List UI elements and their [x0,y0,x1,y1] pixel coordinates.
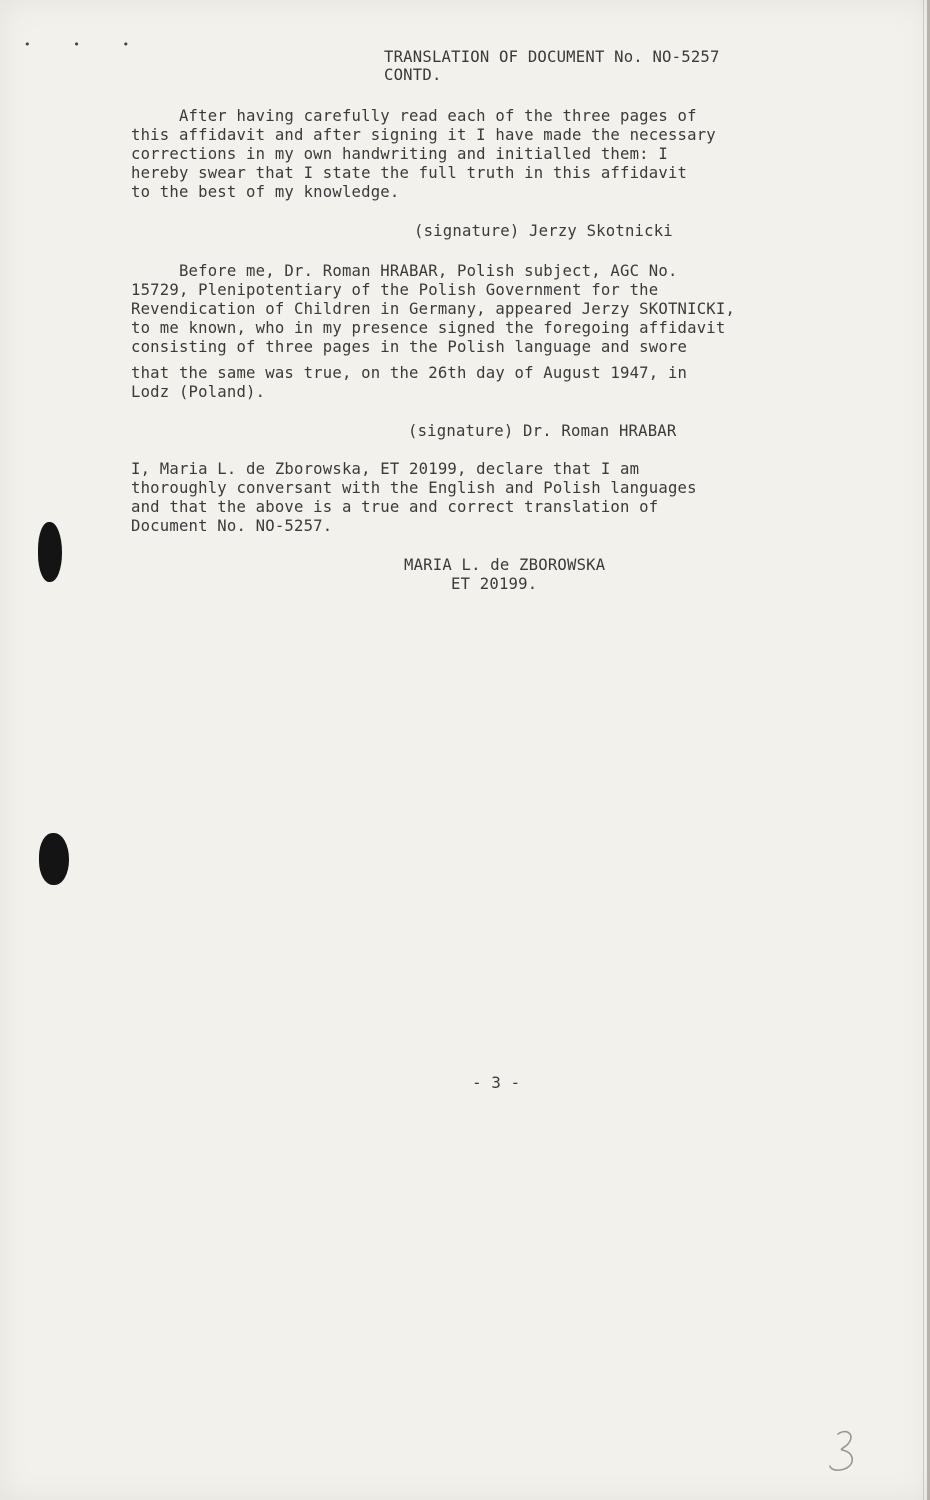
text-line: corrections in my own handwriting and initialled them: I [131,145,668,163]
punch-hole-lower [39,833,69,885]
punch-hole-upper [38,522,62,582]
page-number: - 3 - [472,1073,521,1092]
translator-id: ET 20199. [451,575,538,593]
text-line: that the same was true, on the 26th day of August 1947, in [131,364,688,382]
text-line: thoroughly conversant with the English and Polish languages [131,479,697,497]
text-line: I, Maria L. de Zborowska, ET 20199, declare that I am [131,460,640,478]
text-line: consisting of three pages in the Polish language and swore [131,338,688,356]
text-line: Revendication of Children in Germany, appeared Jerzy SKOTNICKI, [131,300,736,318]
page-edge-line [923,0,924,1500]
text-line: to me known, who in my presence signed the foregoing affidavit [131,319,726,337]
text-line: hereby swear that I state the full truth in this affidavit [131,164,688,182]
text-line: Document No. NO-5257. [131,517,333,535]
signature-hrabar: (signature) Dr. Roman HRABAR [408,422,677,440]
text-line: 15729, Plenipotentiary of the Polish Government for the [131,281,659,299]
text-line: and that the above is a true and correct translation of [131,498,659,516]
document-header-contd: CONTD. [384,66,442,84]
text-line: to the best of my knowledge. [131,183,400,201]
translator-name: MARIA L. de ZBOROWSKA [404,556,606,574]
text-line: Lodz (Poland). [131,383,266,401]
text-line: this affidavit and after signing it I have made the necessary [131,126,716,144]
document-header-title: TRANSLATION OF DOCUMENT No. NO-5257 [384,48,720,66]
text-line: Before me, Dr. Roman HRABAR, Polish subject, AGC No. [131,262,678,280]
handwritten-page-mark [826,1428,862,1478]
corner-marks: • • • [24,38,148,51]
text-line: After having carefully read each of the three pages of [131,107,697,125]
signature-skotnicki: (signature) Jerzy Skotnicki [414,222,673,240]
